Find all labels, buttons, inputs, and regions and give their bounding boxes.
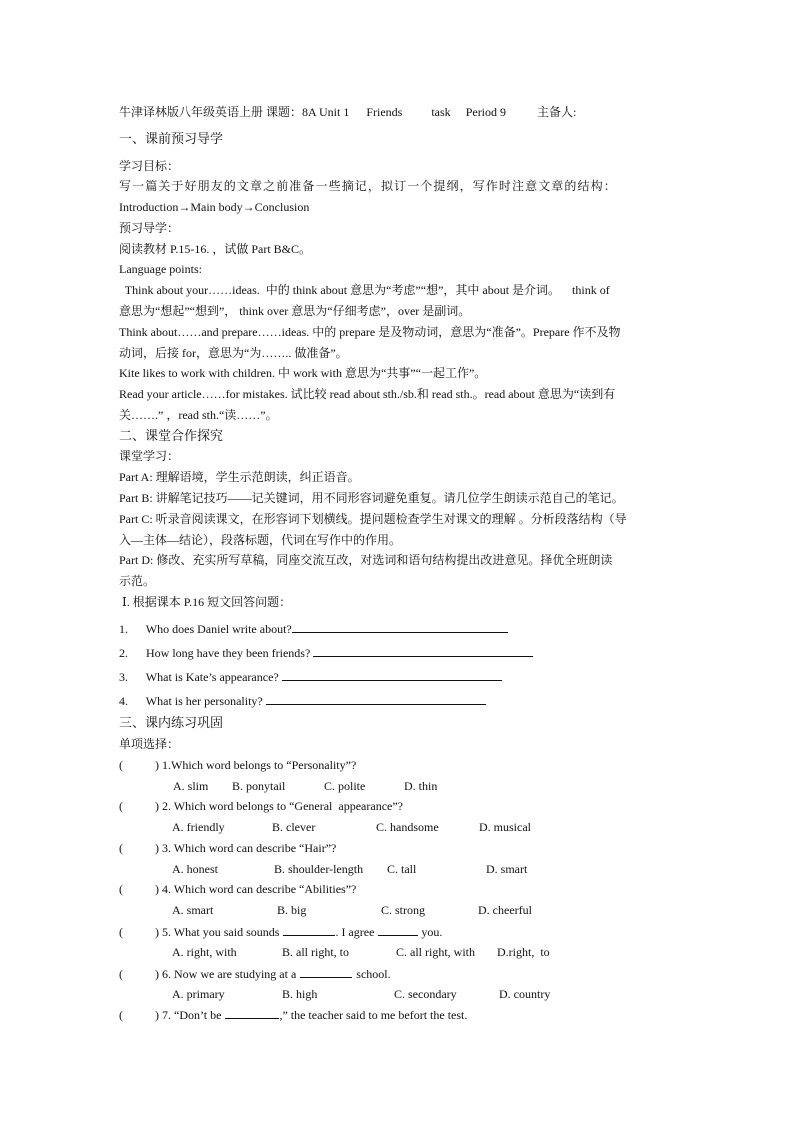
- goal-text: 写一篇关于好朋友的文章之前准备一些摘记，拟订一个提纲，写作时注意文章的结构：: [119, 179, 617, 193]
- part-c-text-2: 入—主体—结论），段落标题，代词在写作中的作用。: [119, 533, 402, 547]
- question-text: What is her personality?: [145, 694, 266, 708]
- section1-heading: 一、课前预习导学: [119, 131, 224, 146]
- mc-option[interactable]: A. right, with: [172, 945, 237, 959]
- mc-option[interactable]: A. primary: [172, 987, 225, 1001]
- mc-option[interactable]: C. handsome: [376, 820, 439, 834]
- part-d-text-2: 示范。: [119, 574, 156, 588]
- mc-option[interactable]: D. country: [499, 987, 551, 1001]
- language-point-2a: Think about……and prepare……ideas. 中的 prepare 是及物动词，意思为“准备”。Prepare 作不及物: [119, 325, 621, 339]
- answer-blank[interactable]: [313, 644, 533, 657]
- language-point-4a: Read your article……for mistakes. 试比较 read about sth./sb.和 read sth.。read about 意思为“读到有: [119, 387, 616, 401]
- mc-stem-text: ) 4. Which word can describe “Abilities”?: [155, 882, 357, 896]
- answer-blank[interactable]: [292, 620, 508, 633]
- mc-stem-text: ) 5. What you said sounds: [155, 925, 280, 939]
- question-3: [119, 668, 502, 685]
- mc-item-7-stem: [119, 1006, 467, 1023]
- lesson-header: [119, 104, 576, 120]
- mc-option[interactable]: A. smart: [172, 903, 214, 917]
- answer-blank[interactable]: [283, 923, 335, 936]
- mc-stem-text: . I agree: [335, 925, 375, 939]
- mc-option[interactable]: C. secondary: [394, 987, 457, 1001]
- part-d-text-1: Part D: 修改、充实所写草稿，同座交流互改，对选词和语句结构提出改进意见。择优全班朗读: [119, 553, 613, 567]
- question-number: 3.: [119, 670, 128, 684]
- answer-paren[interactable]: (: [119, 841, 123, 855]
- mc-stem-text: ) 2. Which word belongs to “General appearance”?: [155, 799, 403, 813]
- goal-label: 学习目标：: [119, 159, 180, 173]
- header-task: task: [431, 105, 451, 119]
- study-label: 课堂学习：: [119, 449, 180, 463]
- mc-option[interactable]: A. friendly: [172, 820, 225, 834]
- question-number: 2.: [119, 646, 128, 660]
- answer-paren[interactable]: (: [119, 882, 123, 896]
- part-b-text: Part B: 讲解笔记技巧——记关键词，用不同形容词避免重复。请几位学生朗读示范自己的笔记。: [119, 491, 624, 505]
- header-book: 牛津译林版八年级英语上册 课题：8A Unit 1: [119, 105, 350, 119]
- questions-heading: Ⅰ. 根据课本 P.16 短文回答问题：: [119, 595, 292, 609]
- question-text: How long have they been friends?: [146, 646, 314, 660]
- mc-option[interactable]: D. thin: [404, 779, 438, 793]
- mc-option[interactable]: B. clever: [272, 820, 316, 834]
- language-points-label: Language points:: [119, 262, 202, 276]
- answer-paren[interactable]: (: [119, 925, 123, 939]
- answer-blank[interactable]: [225, 1006, 279, 1019]
- mc-stem-text: ) 6. Now we are studying at a: [155, 967, 297, 981]
- mc-item-3-stem: [119, 840, 336, 856]
- mc-option[interactable]: B. ponytail: [232, 779, 286, 793]
- mc-option[interactable]: D. smart: [486, 862, 528, 876]
- question-number: 4.: [119, 694, 128, 708]
- question-1: [119, 620, 508, 637]
- language-point-2b: 动词，后接 for，意思为“为…….. 做准备”。: [119, 346, 348, 360]
- mc-item-6-stem: [119, 965, 391, 982]
- section3-heading: 三、课内练习巩固: [119, 715, 224, 730]
- mc-stem-text: ,” the teacher said to me befort the test.: [279, 1008, 468, 1022]
- answer-blank[interactable]: [378, 923, 418, 936]
- mc-stem-text: ) 3. Which word can describe “Hair”?: [155, 841, 337, 855]
- mc-option[interactable]: B. shoulder-length: [274, 862, 364, 876]
- guide-text: 阅读教材 P.15-16. ，试做 Part B&C。: [119, 242, 312, 256]
- question-2: [119, 644, 533, 661]
- answer-blank[interactable]: [282, 668, 502, 681]
- language-point-1b: 意思为“想起”“想到”， think over 意思为“仔细考虑”，over 是副词。: [119, 304, 471, 318]
- mc-option[interactable]: D. cheerful: [478, 903, 532, 917]
- mc-option[interactable]: C. polite: [324, 779, 366, 793]
- answer-paren[interactable]: (: [119, 967, 123, 981]
- answer-paren[interactable]: (: [119, 1008, 123, 1022]
- header-unit-title: Friends: [366, 105, 403, 119]
- mc-stem-text: school.: [356, 967, 391, 981]
- mc-option[interactable]: B. high: [282, 987, 318, 1001]
- section2-heading: 二、课堂合作探究: [119, 428, 224, 443]
- part-a-text: Part A: 理解语境，学生示范朗读，纠正语音。: [119, 470, 360, 484]
- mc-option[interactable]: A. honest: [172, 862, 218, 876]
- question-text: What is Kate’s appearance?: [145, 670, 282, 684]
- question-text: Who does Daniel write about?: [145, 622, 292, 636]
- question-4: [119, 692, 486, 709]
- mc-item-2-stem: [119, 798, 403, 814]
- answer-paren[interactable]: (: [119, 799, 123, 813]
- mc-option[interactable]: D. musical: [479, 820, 531, 834]
- part-c-text-1: Part C: 听录音阅读课文，在形容词下划横线。提问题检查学生对课文的理解 。分析段落结构（导: [119, 512, 627, 526]
- mc-option[interactable]: C. all right, with: [396, 945, 475, 959]
- header-preparer: 主备人:: [537, 105, 577, 119]
- mc-stem-text: you.: [421, 925, 443, 939]
- mc-option[interactable]: C. tall: [387, 862, 417, 876]
- structure-text: Introduction→Main body→Conclusion: [119, 200, 310, 214]
- language-point-1a: Think about your……ideas. 中的 think about 意思为“考虑”“想”，其中 about 是介词。 think of: [119, 283, 610, 297]
- mc-item-5-stem: [119, 923, 442, 940]
- mc-label: 单项选择：: [119, 737, 180, 751]
- question-number: 1.: [119, 622, 128, 636]
- mc-item-1-stem: [119, 757, 356, 773]
- mc-stem-text: ) 1.Which word belongs to “Personality”?: [155, 758, 357, 772]
- answer-paren[interactable]: (: [119, 758, 123, 772]
- mc-stem-text: ) 7. “Don’t be: [155, 1008, 222, 1022]
- header-period: Period 9: [465, 105, 507, 119]
- mc-option[interactable]: D.right, to: [497, 945, 550, 959]
- language-point-3: Kite likes to work with children. 中 work with 意思为“共事”“一起工作”。: [119, 366, 487, 380]
- mc-option[interactable]: B. all right, to: [282, 945, 349, 959]
- mc-option[interactable]: C. strong: [381, 903, 426, 917]
- mc-item-4-stem: [119, 881, 356, 897]
- mc-option[interactable]: A. slim: [173, 779, 209, 793]
- mc-option[interactable]: B. big: [277, 903, 307, 917]
- guide-label: 预习导学：: [119, 221, 180, 235]
- answer-blank[interactable]: [266, 692, 486, 705]
- answer-blank[interactable]: [300, 965, 352, 978]
- language-point-4b: 关…….” ，read sth.“读……”。: [119, 408, 278, 422]
